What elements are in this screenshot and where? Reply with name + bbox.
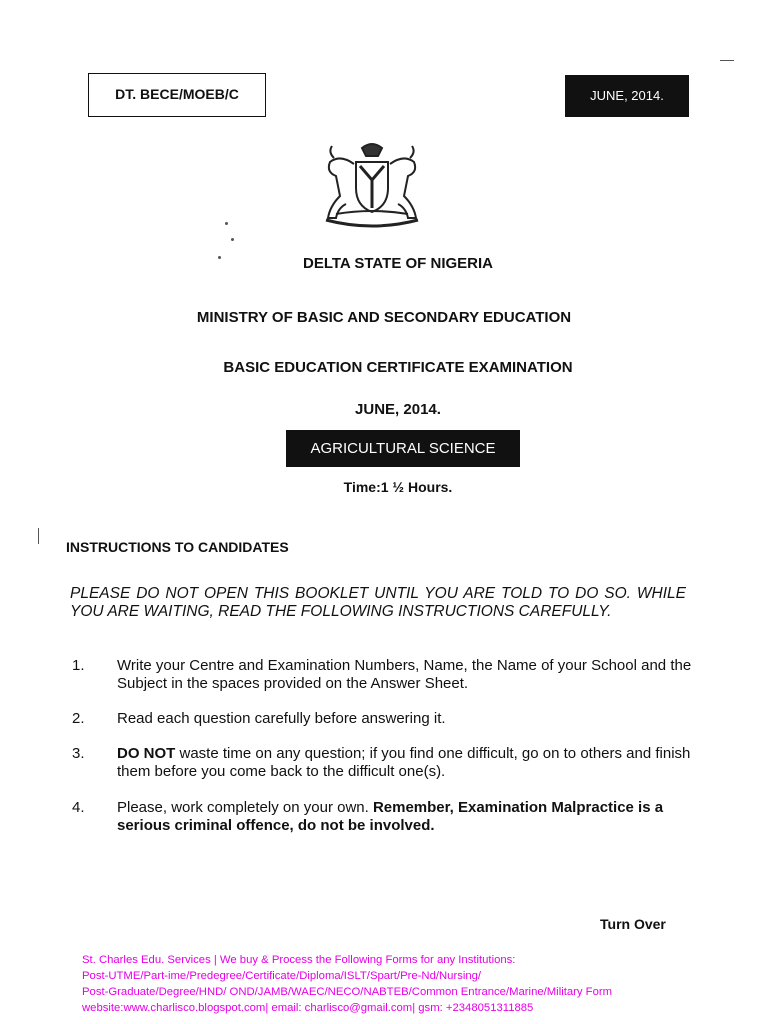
ministry-heading: MINISTRY OF BASIC AND SECONDARY EDUCATION (196, 309, 572, 326)
exam-duration: Time:1 ½ Hours. (343, 479, 453, 495)
exam-heading: BASIC EDUCATION CERTIFICATE EXAMINATION (223, 359, 573, 376)
scan-mark (720, 60, 734, 61)
instruction-emphasis: DO NOT (117, 745, 176, 762)
state-heading: DELTA STATE OF NIGERIA (303, 255, 493, 272)
scan-speck (231, 238, 234, 241)
turn-over-note: Turn Over (600, 916, 666, 932)
instruction-text: Please, work completely on your own. (117, 799, 373, 816)
instruction-number: 4. (72, 799, 85, 816)
instruction-text-wrap (117, 799, 692, 835)
instructions-heading: INSTRUCTIONS TO CANDIDATES (66, 539, 289, 555)
advert-line: Post-UTME/Part-ime/Predegree/Certificate/Diploma/ISLT/Spart/Pre-Nd/Nursing/ (82, 970, 482, 982)
instruction-text: waste time on any question; if you find one difficult, go on to others and finish them before you come back to the difficult one(s). (117, 745, 691, 780)
document-code: DT. BECE/MOEB/C (115, 86, 239, 102)
scan-mark (38, 528, 39, 544)
instruction-number: 3. (72, 745, 85, 762)
instruction-number: 1. (72, 657, 85, 674)
instruction-text: Read each question carefully before answering it. (117, 710, 446, 727)
instruction-emphasis: Remember, Examination Malpractice is a serious criminal offence, do not be involved. (117, 799, 664, 834)
subject-title: AGRICULTURAL SCIENCE (310, 440, 496, 457)
scan-speck (225, 222, 228, 225)
header-date: JUNE, 2014. (590, 88, 664, 103)
instruction-number: 2. (72, 710, 85, 727)
header-date-box (565, 75, 689, 117)
advert-footer (82, 952, 722, 1016)
advert-line: Post-Graduate/Degree/HND/ OND/JAMB/WAEC/NECO/NABTEB/Common Entrance/Marine/Military Form (82, 986, 613, 998)
exam-date: JUNE, 2014. (355, 401, 441, 418)
advert-line: website:www.charlisco.blogspot.com| email: charlisco@gmail.com| gsm: +2348051311885 (82, 1002, 534, 1014)
coat-of-arms-icon (316, 140, 428, 232)
instruction-text: Write your Centre and Examination Numbers, Name, the Name of your School and the Subject in the spaces provided on the Answer Sheet. (117, 657, 692, 692)
instructions-note: PLEASE DO NOT OPEN THIS BOOKLET UNTIL YOU ARE TOLD TO DO SO. WHILE YOU ARE WAITING, READ THE FOLLOWING INSTRUCTIONS CAREFULLY. (70, 585, 686, 620)
advert-line: St. Charles Edu. Services | We buy & Process the Following Forms for any Institutions: (82, 954, 516, 966)
instruction-text-wrap (117, 745, 692, 781)
subject-box (286, 430, 520, 467)
document-code-box (88, 73, 266, 117)
